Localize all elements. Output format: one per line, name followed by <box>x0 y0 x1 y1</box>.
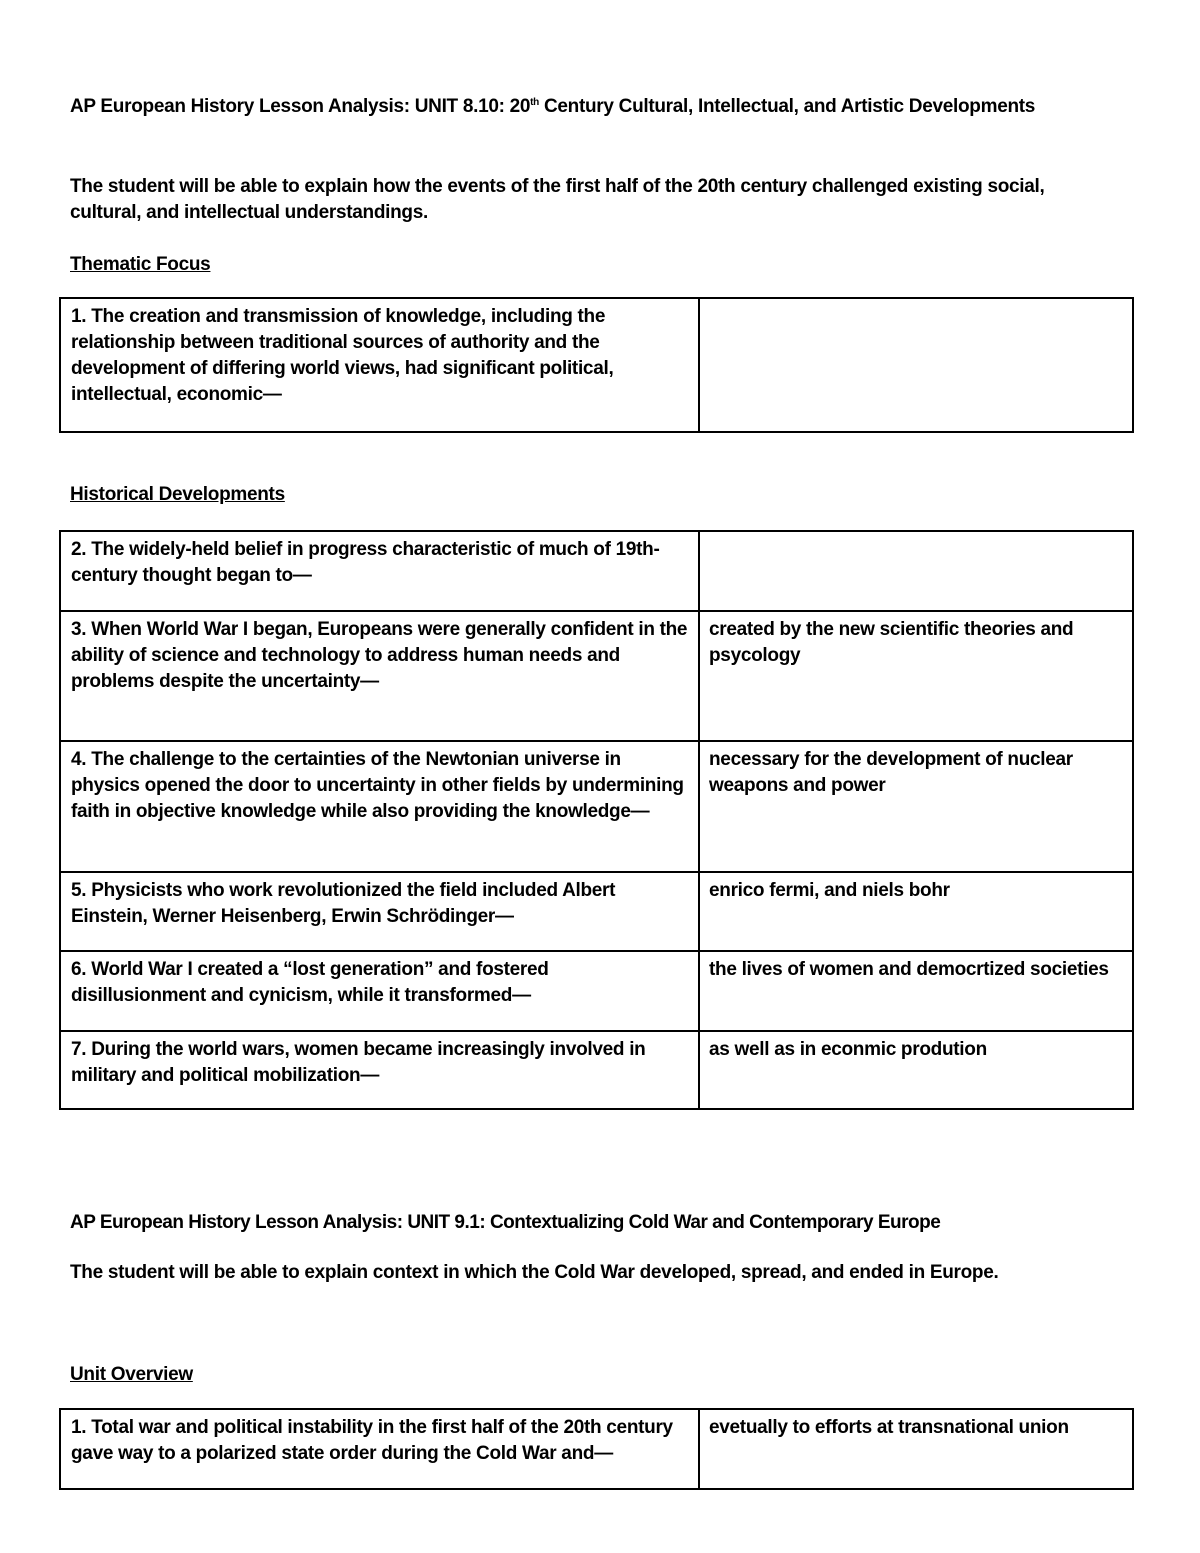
title-text: AP European History Lesson Analysis: UNIT 8.10: 20 <box>70 96 531 117</box>
prompt-cell: 7. During the world wars, women became increasingly involved in military and political mobilization— <box>60 1031 699 1109</box>
table-row <box>60 298 1133 432</box>
answer-cell[interactable]: enrico fermi, and niels bohr <box>699 872 1133 951</box>
table-row <box>60 531 1133 611</box>
unit-9-1-title: AP European History Lesson Analysis: UNIT 9.1: Contextualizing Cold War and Contemporary Europe <box>70 1212 941 1233</box>
prompt-cell: 6. World War I created a “lost generation” and fostered disillusionment and cynicism, while it transformed— <box>60 951 699 1031</box>
prompt-cell: 2. The widely-held belief in progress characteristic of much of 19th-century thought began to— <box>60 531 699 611</box>
thematic-focus-heading: Thematic Focus <box>70 254 211 275</box>
prompt-cell: 1. Total war and political instability in the first half of the 20th century gave way to a polarized state order during the Cold War and— <box>60 1409 699 1489</box>
historical-developments-heading: Historical Developments <box>70 484 285 505</box>
table-row <box>60 951 1133 1031</box>
unit-overview-heading: Unit Overview <box>70 1364 193 1385</box>
prompt-cell: 1. The creation and transmission of knowledge, including the relationship between traditional sources of authority and the development of differing world views, had significant political, intellectual, economic— <box>60 298 699 432</box>
table-row <box>60 1031 1133 1109</box>
answer-cell[interactable]: the lives of women and democrtized societies <box>699 951 1133 1031</box>
unit-9-1-objective: The student will be able to explain context in which the Cold War developed, spread, and ended in Europe. <box>70 1262 999 1283</box>
historical-developments-table <box>59 530 1134 1110</box>
table-row <box>60 1409 1133 1489</box>
title-superscript: th <box>530 97 539 108</box>
prompt-cell: 4. The challenge to the certainties of the Newtonian universe in physics opened the door to uncertainty in other fields by undermining faith in objective knowledge while also providing the knowledge— <box>60 741 699 872</box>
thematic-focus-table <box>59 297 1134 433</box>
table-row <box>60 741 1133 872</box>
prompt-cell: 5. Physicists who work revolutionized the field included Albert Einstein, Werner Heisenberg, Erwin Schrödinger— <box>60 872 699 951</box>
table-row <box>60 611 1133 741</box>
answer-cell[interactable] <box>699 531 1133 611</box>
title-text-continued: Century Cultural, Intellectual, and Artistic Developments <box>539 96 1036 117</box>
answer-cell[interactable]: created by the new scientific theories and psycology <box>699 611 1133 741</box>
table-row <box>60 872 1133 951</box>
answer-cell[interactable]: evetually to efforts at transnational union <box>699 1409 1133 1489</box>
prompt-cell: 3. When World War I began, Europeans were generally confident in the ability of science and technology to address human needs and problems despite the uncertainty— <box>60 611 699 741</box>
answer-cell[interactable]: necessary for the development of nuclear weapons and power <box>699 741 1133 872</box>
answer-cell[interactable] <box>699 298 1133 432</box>
answer-cell[interactable]: as well as in econmic prodution <box>699 1031 1133 1109</box>
unit-8-10-objective: The student will be able to explain how the events of the first half of the 20th century challenged existing social, cultural, and intellectual understandings. <box>70 176 1045 223</box>
unit-overview-table <box>59 1408 1134 1490</box>
unit-8-10-title <box>70 94 1100 120</box>
